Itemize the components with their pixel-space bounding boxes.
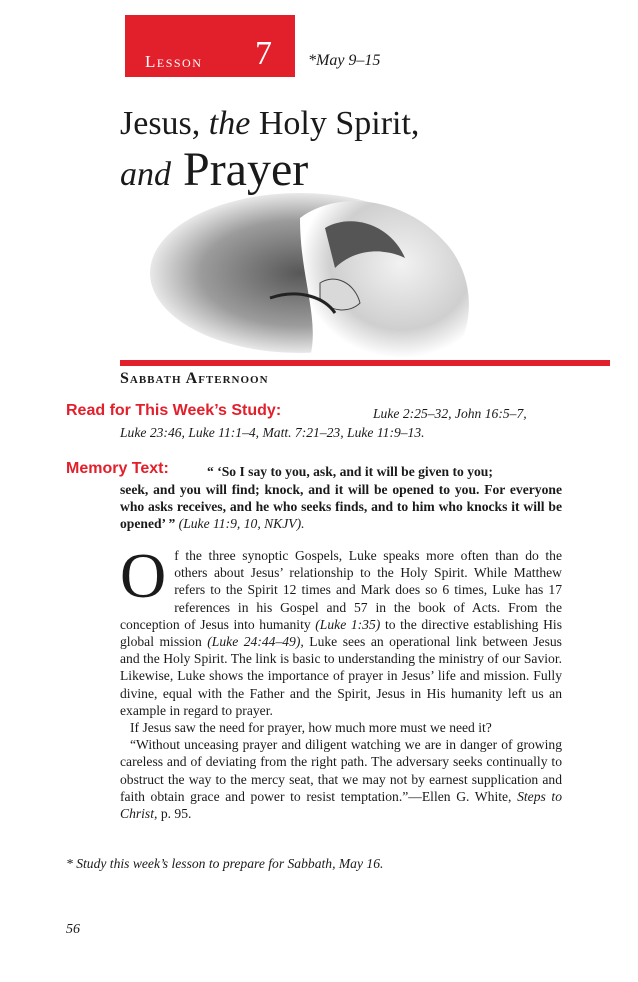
memory-text: seek, and you will find; knock, and it will be opened to you. For everyone who asks receives, and he who seeks finds, and to him who knocks it will be opened’ ” (Luke 11:9, 10, NKJV). bbox=[120, 482, 562, 532]
lesson-number: 7 bbox=[255, 35, 272, 72]
page-number: 56 bbox=[66, 922, 80, 937]
memory-text-line1: “ ‘So I say to you, ask, and it will be given to you; bbox=[207, 464, 493, 479]
footnote: * Study this week’s lesson to prepare for Sabbath, May 16. bbox=[66, 856, 384, 871]
lesson-title-line2: and Prayer bbox=[120, 143, 309, 196]
section-divider bbox=[120, 360, 610, 366]
body-paragraph-3: “Without unceasing prayer and diligent watching we are in danger of growing careless and of deviating from the right path. The adversary seeks continually to obstruct the way to the mercy seat, that we may not by earnest supplication and faith obtain grace and power to resist temptation.”—Ellen G. White, Steps to Christ, p. 95. bbox=[120, 737, 563, 822]
body-paragraph-2: If Jesus saw the need for prayer, how much more must we need it? bbox=[130, 720, 492, 736]
read-refs-line1: Luke 2:25–32, John 16:5–7, bbox=[373, 406, 527, 421]
lesson-label: Lesson bbox=[145, 52, 203, 71]
lesson-body: O f the three synoptic Gospels, Luke speaks more often than do the others about Jesus’ relationship to the Holy Spirit. While Matthew refers to the Spirit 12 times and Mark does so 6 times, Luke has 17 references in his Gospel and 57 in the book of Acts. From the conception of Jesus into humanity (Luke 1:35) to the directive establishing His global mission (Luke 24:44–49), Luke sees an operational link between Jesus and the Holy Spirit. The link is basic to understanding the ministry of our Savior. Likewise, Luke shows the importance of prayer in Jesus’ life and mission. Fully divine, equal with the Father and the Spirit, Jesus in His humanity left us an example in regard to prayer. If Jesus saw the need for prayer, how much more must we need it? “Without unceasing prayer and diligent watching we are in danger of growing careless and of deviating from the right path. The adversary seeks continually to obstruct the way to the mercy seat, that we may not by earnest supplication and faith obtain grace and power to resist temptation.”—Ellen G. White, Steps to Christ, p. 95. bbox=[120, 540, 563, 822]
lesson-date: *May 9–15 bbox=[308, 52, 381, 69]
praying-jesus-illustration bbox=[150, 188, 510, 358]
lesson-tab bbox=[125, 15, 295, 77]
lesson-title-line1: Jesus, the Holy Spirit, bbox=[120, 105, 420, 142]
read-label: Read for This Week’s Study: bbox=[66, 402, 282, 419]
drop-cap: O bbox=[120, 540, 167, 611]
memory-label: Memory Text: bbox=[66, 460, 169, 477]
read-refs-line2: Luke 23:46, Luke 11:1–4, Matt. 7:21–23, Luke 11:9–13. bbox=[120, 425, 425, 440]
section-heading: Sabbath Afternoon bbox=[120, 370, 269, 387]
